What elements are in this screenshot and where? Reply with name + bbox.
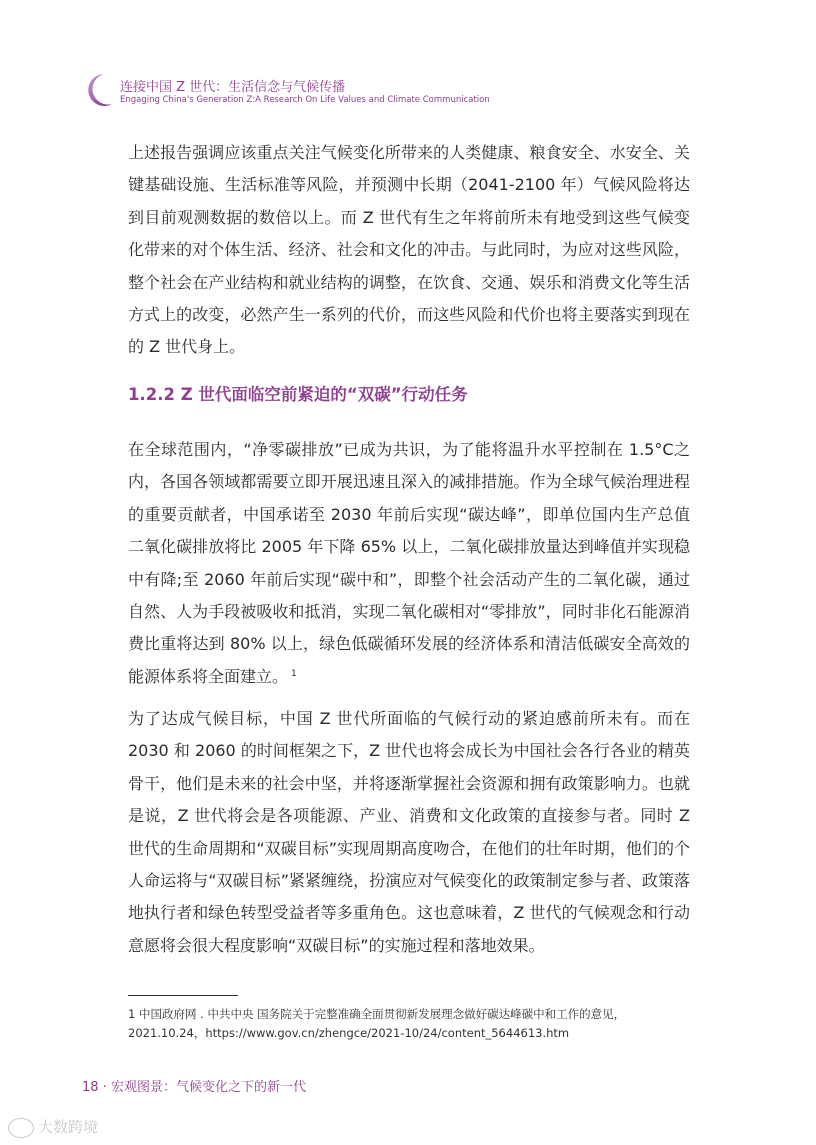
body-paragraph-1: 上述报告强调应该重点关注气候变化所带来的人类健康、粮食安全、水安全、关键基础设施、生活标准等风险，并预测中长期（2041-2100 年）气候风险将达到目前观测数据的数倍以上。而 Z 世代有生之年将前所未有地受到这些气候变化带来的对个体生活、经济、社会和文化的冲击。与此同时，为应对这些风险，整个社会在产业结构和就业结构的调整，在饮食、交通、娱乐和消费文化等生活方式上的改变，必然产生一系列的代价，而这些风险和代价也将主要落实到现在的 Z 世代身上。 bbox=[128, 143, 690, 357]
body-paragraph-2 bbox=[128, 434, 690, 693]
body-paragraph-2-text: 在全球范围内，“净零碳排放”已成为共识，为了能将温升水平控制在 1.5°C之内，各国各领域都需要立即开展迅速且深入的减排措施。作为全球气候治理进程的重要贡献者，中国承诺至 2030 年前后实现“碳达峰”，即单位国内生产总值二氧化碳排放将比 2005 年下降 65% 以上，二氧化碳排放量达到峰值并实现稳中有降;至 2060 年前后实现“碳中和”，即整个社会活动产生的二氧化碳，通过自然、人为手段被吸收和抵消，实现二氧化碳相对“零排放”，同时非化石能源消费比重将达到 80% 以上，绿色低碳循环发展的经济体系和清洁低碳安全高效的能源体系将全面建立。 bbox=[128, 440, 690, 686]
footnote-divider bbox=[128, 995, 238, 996]
footnote-ref[interactable]: 1 bbox=[291, 668, 297, 679]
body-paragraph-3: 为了达成气候目标，中国 Z 世代所面临的气候行动的紧迫感前所未有。而在 2030 和 2060 的时间框架之下，Z 世代也将会成长为中国社会各行各业的精英骨干，他们是未来的社会中坚，并将逐渐掌握社会资源和拥有政策影响力。也就是说，Z 世代将会是各项能源、产业、消费和文化政策的直接参与者。同时 Z 世代的生命周期和“双碳目标”实现周期高度吻合，在他们的壮年时期，他们的个人命运将与“双碳目标”紧紧缠绕，扮演应对气候变化的政策制定参与者、政策落地执行者和绿色转型受益者等多重角色。这也意味着，Z 世代的气候观念和行动意愿将会很大程度影响“双碳目标”的实施过程和落地效果。 bbox=[128, 709, 690, 955]
section-heading: 1.2.2 Z 世代面临空前紧迫的“双碳”行动任务 bbox=[128, 385, 468, 404]
page-header bbox=[82, 70, 782, 110]
watermark bbox=[8, 1116, 98, 1138]
footnote: 1 中国政府网 . 中共中央 国务院关于完整准确全面贯彻新发展理念做好碳达峰碳中和工作的意见，2021.10.24，https://www.gov.cn/zhengce/2021-10/24/content_5644613.htm bbox=[128, 1007, 626, 1040]
header-title-en: Engaging China's Generation Z:A Research On Life Values and Climate Communication bbox=[120, 95, 490, 105]
crescent-logo-icon bbox=[82, 72, 114, 108]
header-title-cn: 连接中国 Z 世代：生活信念与气候传播 bbox=[120, 80, 346, 95]
watermark-logo-icon bbox=[8, 1118, 34, 1138]
page-footer: 18 · 宏观图景：气候变化之下的新一代 bbox=[82, 1080, 306, 1095]
watermark-text: 大数跨境 bbox=[38, 1118, 99, 1136]
